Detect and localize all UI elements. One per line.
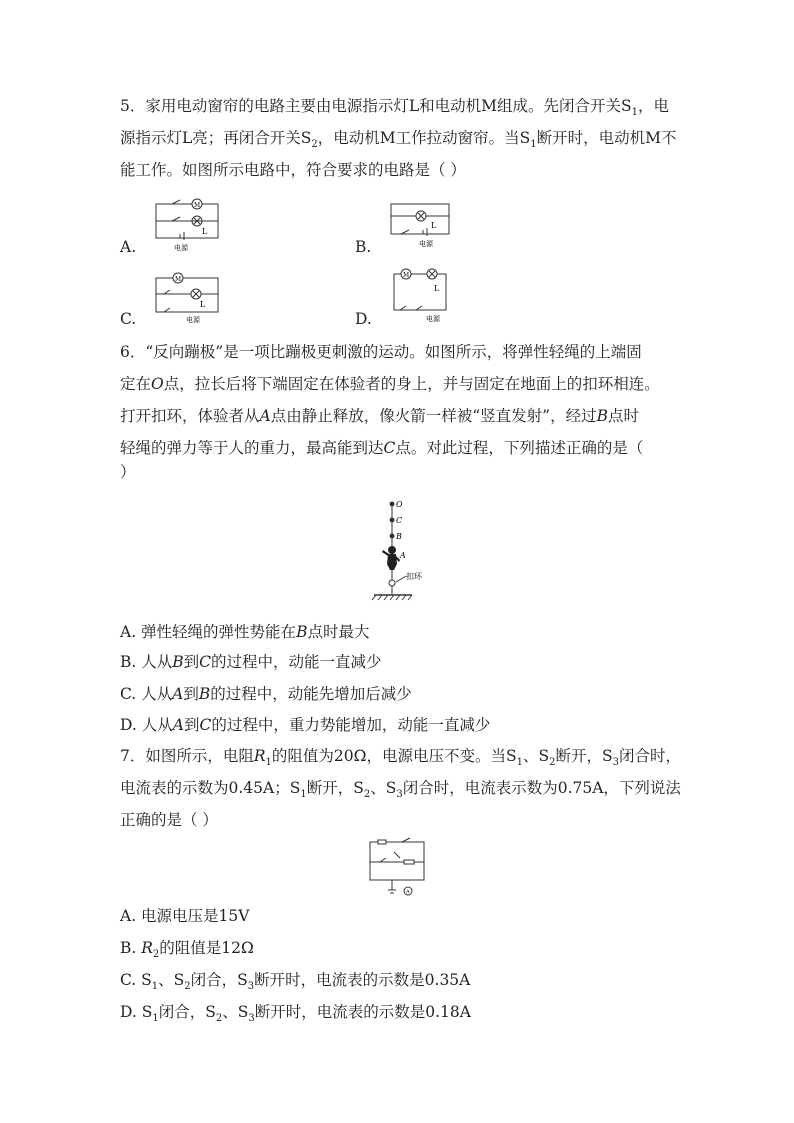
- label-o: O: [396, 500, 403, 509]
- q5-option-a[interactable]: A.: [120, 238, 137, 256]
- label-c: C: [396, 516, 403, 525]
- q7-option-b[interactable]: B. $R_2$的阻值是12Ω: [120, 939, 254, 961]
- q6-option-a[interactable]: A. 弹性轻绳的弹性势能在B点时最大: [120, 623, 370, 641]
- label-ring: 扣环: [406, 572, 422, 581]
- q5-option-c[interactable]: C.: [120, 310, 137, 328]
- label-l: L: [202, 227, 208, 236]
- label-source: 电源: [186, 316, 200, 324]
- q5-circuit-a: [150, 198, 226, 252]
- q5-option-d[interactable]: D.: [355, 310, 372, 328]
- q5-circuit-c: [150, 268, 226, 324]
- person-icon: [382, 546, 400, 570]
- q6-option-b[interactable]: B. 人从B到C的过程中，动能一直减少: [120, 653, 382, 671]
- svg-text:A: A: [406, 889, 410, 895]
- q6-line-1: 6．“反向蹦极”是一项比蹦极更刺激的运动。如图所示，将弹性轻绳的上端固: [120, 343, 642, 361]
- q5-line-3: 能工作。如图所示电路中，符合要求的电路是（ ）: [120, 161, 466, 179]
- q5-circuit-d: [388, 266, 454, 324]
- q5-line-1: 5．家用电动窗帘的电路主要由电源指示灯L和电动机M组成。先闭合开关$S_1$，电: [120, 97, 670, 119]
- label-l: L: [431, 221, 437, 230]
- q5-circuit-b: [385, 198, 455, 250]
- q6-line-5: ）: [120, 463, 136, 481]
- label-l: L: [434, 284, 440, 293]
- q6-line-3: 打开扣环，体验者从A点由静止释放，像火箭一样被“竖直发射”，经过B点时: [120, 407, 639, 425]
- label-source: 电源: [174, 244, 188, 252]
- q7-line-1: 7．如图所示，电阻$R_1$的阻值为20Ω，电源电压不变。当$S_1$、$S_2$断开，$S_3$闭合时，: [120, 747, 682, 769]
- q7-option-c[interactable]: C. $S_1$、$S_2$闭合，$S_3$断开时，电流表的示数是0.35A: [120, 971, 471, 993]
- label-a: A: [400, 551, 406, 560]
- q6-bungee-figure: [370, 494, 442, 606]
- label-source: 电源: [426, 315, 440, 323]
- q6-line-2: 定在O点，拉长后将下端固定在体验者的身上，并与固定在地面上的扣环相连。: [120, 375, 660, 393]
- q6-line-4: 轻绳的弹力等于人的重力，最高能到达C点。对此过程，下列描述正确的是（: [120, 439, 644, 457]
- q6-option-d[interactable]: D. 人从A到C的过程中，重力势能增加，动能一直减少: [120, 716, 491, 734]
- q6-option-c[interactable]: C. 人从A到B的过程中，动能先增加后减少: [120, 685, 412, 703]
- q5-option-b[interactable]: B.: [355, 238, 372, 256]
- label-source: 电源: [419, 240, 433, 248]
- q7-option-a[interactable]: A. 电源电压是15V: [120, 907, 250, 925]
- q7-line-3: 正确的是（ ）: [120, 811, 218, 829]
- q7-option-d[interactable]: D. $S_1$闭合，$S_2$、$S_3$断开时，电流表的示数是0.18A: [120, 1003, 471, 1025]
- q5-line-2: 源指示灯L亮；再闭合开关$S_2$，电动机M工作拉动窗帘。当$S_1$断开时，电动机M不: [120, 129, 677, 151]
- label-b: B: [396, 532, 402, 541]
- q7-line-2: 电流表的示数为0.45A；$S_1$断开，$S_2$、$S_3$闭合时，电流表示数为0.75A，下列说法: [120, 779, 681, 801]
- label-m: M: [194, 202, 201, 209]
- label-m: M: [403, 272, 410, 279]
- q7-circuit-figure: [366, 836, 430, 898]
- label-l: L: [200, 300, 206, 309]
- label-m: M: [175, 276, 182, 283]
